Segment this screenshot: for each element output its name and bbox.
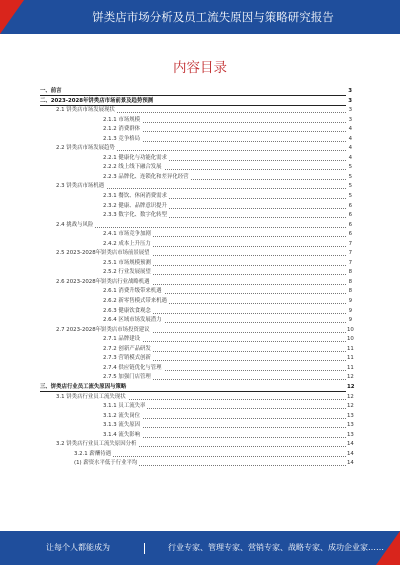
toc-entry-page: 8 <box>348 269 352 276</box>
toc-entry-title: 2.4 挑战与风险 <box>56 221 94 228</box>
toc-entry[interactable] <box>40 459 352 469</box>
toc-entry[interactable] <box>40 87 352 97</box>
toc-entry-page: 3 <box>348 88 352 94</box>
toc-entry-page: 4 <box>348 126 352 133</box>
toc-entry[interactable] <box>40 135 352 145</box>
toc-entry-title: 2.6 2023-2028年饼类店行业战略机遇 <box>56 278 150 285</box>
toc-entry-page: 4 <box>348 145 352 152</box>
toc-entry-title: (1) 薪资水平低于行业平均 <box>74 460 138 467</box>
toc-entry[interactable] <box>40 259 352 269</box>
toc-entry[interactable] <box>40 163 352 173</box>
toc-entry-title: 二、2023-2028年饼类店市场前景及趋势预测 <box>40 97 154 104</box>
toc-entry-page: 13 <box>347 422 354 429</box>
toc-entry-page: 11 <box>347 355 354 362</box>
toc-entry[interactable] <box>40 316 352 326</box>
toc-entry[interactable] <box>40 240 352 250</box>
toc-entry[interactable] <box>40 287 352 297</box>
toc-entry[interactable] <box>40 412 352 422</box>
toc-entry-page: 6 <box>348 202 352 209</box>
toc-leader-dots <box>56 226 346 228</box>
toc-entry-title: 2.2.2 线上线下融合发展 <box>103 164 162 171</box>
toc-entry-page: 14 <box>347 441 354 448</box>
report-title: 饼类店市场分析及员工流失原因与策略研究报告 <box>92 10 334 24</box>
toc-entry-title: 3.1 饼类店行业员工流失现状 <box>56 393 126 400</box>
footer-divider <box>144 543 145 554</box>
toc-entry-page: 6 <box>348 221 352 228</box>
toc-entry-page: 10 <box>347 326 354 333</box>
toc-entry[interactable] <box>40 106 352 116</box>
toc-entry-title: 2.1.3 竞争格局 <box>103 135 140 142</box>
toc-entry[interactable] <box>40 97 352 107</box>
toc-heading: 内容目录 <box>173 60 227 76</box>
toc-entry-page: 8 <box>348 278 352 285</box>
toc-entry-title: 3.2 饼类店行业员工流失原因分析 <box>56 441 137 448</box>
toc-entry[interactable] <box>40 173 352 183</box>
toc-entry-title: 2.4.2 成本上升压力 <box>103 240 151 247</box>
toc-entry[interactable] <box>40 182 352 192</box>
toc-entry-title: 2.7.1 品牌建设 <box>103 336 140 343</box>
toc-entry-page: 3 <box>348 116 352 123</box>
toc-entry-title: 2.4.1 市场竞争加剧 <box>103 231 151 238</box>
toc-entry[interactable] <box>40 211 352 221</box>
toc-entry-title: 3.1.4 流失影响 <box>103 431 140 438</box>
toc-entry-page: 12 <box>347 383 355 390</box>
toc-entry[interactable] <box>40 230 352 240</box>
toc-entry-page: 13 <box>347 412 354 419</box>
toc-entry[interactable] <box>40 202 352 212</box>
toc-entry[interactable] <box>40 393 352 403</box>
toc-entry-title: 2.1 饼类店市场发展现状 <box>56 107 115 114</box>
toc-entry-page: 3 <box>348 97 352 104</box>
toc-entry[interactable] <box>40 144 352 154</box>
toc-entry-title: 2.1.2 消费群体 <box>103 126 140 133</box>
toc-entry-title: 2.5.2 行业发展展望 <box>103 269 151 276</box>
toc-entry-page: 12 <box>347 393 354 400</box>
toc-entry[interactable] <box>40 345 352 355</box>
toc-entry-page: 11 <box>347 364 354 371</box>
toc-entry-page: 14 <box>347 450 354 457</box>
toc-entry-page: 6 <box>348 212 352 219</box>
toc-entry-title: 2.2 饼类店市场发展趋势 <box>56 145 115 152</box>
toc-entry-title: 3.1.3 流失原因 <box>103 422 140 429</box>
toc-entry-title: 2.7.4 供应链优化与管理 <box>103 364 162 371</box>
toc-entry-title: 2.1.1 市场规模 <box>103 116 140 123</box>
toc-entry[interactable] <box>40 278 352 288</box>
toc-entry-title: 2.2.1 健康化与功能化需求 <box>103 154 167 161</box>
toc-entry[interactable] <box>40 192 352 202</box>
toc-entry-title: 2.2.3 品牌化、连锁化和差异化经营 <box>103 173 189 180</box>
toc-entry-page: 5 <box>348 164 352 171</box>
toc-entry-title: 2.6.3 健康饮食观念 <box>103 307 151 314</box>
header-red-corner <box>0 0 24 34</box>
toc-entry[interactable] <box>40 116 352 126</box>
toc-entry-title: 2.5.1 市场规模预测 <box>103 259 151 266</box>
toc-entry-page: 5 <box>348 183 352 190</box>
toc-entry-page: 11 <box>347 345 354 352</box>
toc-entry-page: 8 <box>348 288 352 295</box>
toc-entry[interactable] <box>40 440 352 450</box>
toc-entry[interactable] <box>40 383 355 393</box>
toc-entry[interactable] <box>40 335 352 345</box>
toc-entry[interactable] <box>40 364 352 374</box>
toc-entry-page: 9 <box>348 307 352 314</box>
footer-slogan-right: 行业专家、管理专家、营销专家、战略专家、成功企业家…… <box>168 543 384 552</box>
toc-entry[interactable] <box>40 154 352 164</box>
toc-entry-title: 2.6.2 新零售模式带来机遇 <box>103 298 167 305</box>
toc-entry[interactable] <box>40 249 352 259</box>
toc-entry-page: 5 <box>348 193 352 200</box>
toc-entry-page: 5 <box>348 173 352 180</box>
toc-entry-title: 2.3.2 健康、品牌意识提升 <box>103 202 167 209</box>
toc-entry-title: 2.7 2023-2028年饼类店市场投资建议 <box>56 326 150 333</box>
toc-entry-title: 2.7.3 营销模式创新 <box>103 355 151 362</box>
toc-entry[interactable] <box>40 268 352 278</box>
toc-entry-title: 2.7.5 加强门店管理 <box>103 374 151 381</box>
toc-entry-page: 7 <box>348 240 352 247</box>
toc-entry-page: 12 <box>347 403 354 410</box>
toc-entry-page: 6 <box>348 231 352 238</box>
footer-red-corner <box>376 531 400 565</box>
toc-leader-dots <box>74 455 346 457</box>
toc-entry[interactable] <box>40 354 352 364</box>
toc-entry[interactable] <box>40 373 352 383</box>
toc-entry-title: 一、前言 <box>40 88 62 94</box>
toc-entry-title: 2.6.1 消费升级带来机遇 <box>103 288 162 295</box>
toc-entry-title: 2.3.1 餐饮、休闲消费需求 <box>103 193 167 200</box>
toc-entry-title: 2.3 饼类店市场机遇 <box>56 183 105 190</box>
toc-entry-title: 2.5 2023-2028年饼类店市场前景展望 <box>56 250 150 257</box>
toc-entry-page: 7 <box>348 259 352 266</box>
toc-entry[interactable] <box>40 125 352 135</box>
toc-entry[interactable] <box>40 297 352 307</box>
page-footer <box>0 531 400 565</box>
toc-entry-title: 2.3.3 数字化、数字化转型 <box>103 212 167 219</box>
toc-entry[interactable] <box>40 431 352 441</box>
toc-entry[interactable] <box>40 450 352 460</box>
toc-entry-page: 13 <box>347 431 354 438</box>
toc-entry[interactable] <box>40 402 352 412</box>
toc-entry-page: 12 <box>347 374 354 381</box>
toc-entry-page: 10 <box>347 336 354 343</box>
toc-entry-title: 2.7.2 创新产品研发 <box>103 345 151 352</box>
toc-entry[interactable] <box>40 421 352 431</box>
page-header <box>0 0 400 34</box>
toc-entry-title: 三、饼类店行业员工流失原因与策略 <box>40 383 127 390</box>
toc-entry[interactable] <box>40 307 352 317</box>
toc-entry-page: 9 <box>348 298 352 305</box>
toc-entry-page: 4 <box>348 154 352 161</box>
footer-slogan-left: 让每个人都能成为 <box>46 543 110 552</box>
toc-entry-page: 4 <box>348 135 352 142</box>
toc-entry-title: 3.1.2 流失岗位 <box>103 412 140 419</box>
toc-entry-page: 9 <box>348 317 352 324</box>
toc-entry-page: 3 <box>348 107 352 114</box>
toc-entry-title: 2.6.4 区域市场发展潜力 <box>103 317 162 324</box>
toc-entry[interactable] <box>40 326 352 336</box>
table-of-contents <box>40 87 355 469</box>
toc-entry[interactable] <box>40 221 352 231</box>
toc-entry-title: 3.2.1 薪酬待遇 <box>74 450 111 457</box>
toc-entry-page: 14 <box>347 460 354 467</box>
toc-entry-page: 7 <box>348 250 352 257</box>
toc-entry-title: 3.1.1 员工流失率 <box>103 403 146 410</box>
